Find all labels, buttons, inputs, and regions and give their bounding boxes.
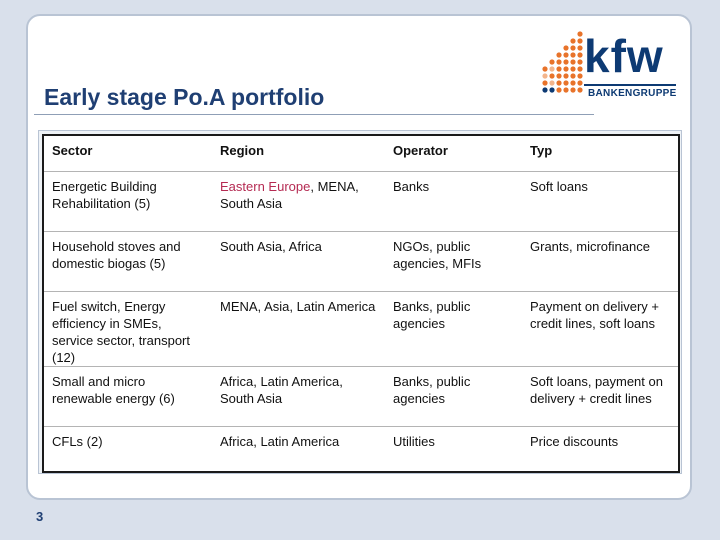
portfolio-table xyxy=(42,134,680,473)
header-operator: Operator xyxy=(385,135,522,171)
cell-sector: Fuel switch, Energy efficiency in SMEs, service sector, transport (12) xyxy=(43,291,212,366)
cell-typ: Price discounts xyxy=(530,433,619,449)
cell-region: South Asia, Africa xyxy=(212,231,385,291)
cell-region: MENA, Asia, Latin America xyxy=(212,291,385,366)
cell-typ: Grants, microfinance xyxy=(522,231,679,291)
cell-typ: Soft loans, payment on delivery + credit lines xyxy=(522,366,679,426)
cell-typ: Soft loans xyxy=(522,171,679,231)
cell-operator: Banks, public agencies xyxy=(385,291,522,366)
table-row xyxy=(43,291,679,366)
title-divider xyxy=(34,114,594,115)
cell-sector: Small and micro renewable energy (6) xyxy=(43,366,212,426)
table-row xyxy=(43,171,679,231)
logo-subtitle: BANKENGRUPPE xyxy=(588,88,677,99)
portfolio-table-container xyxy=(38,130,682,474)
cell-operator: Banks xyxy=(385,171,522,231)
cell-operator: Banks, public agencies xyxy=(385,366,522,426)
table-header-row xyxy=(43,135,679,171)
kfw-logo xyxy=(538,30,678,102)
header-sector: Sector xyxy=(43,135,212,171)
table-row xyxy=(43,231,679,291)
region-highlight: Eastern Europe xyxy=(220,178,311,194)
cell-sector: Household stoves and domestic biogas (5) xyxy=(43,231,212,291)
table-row xyxy=(43,426,679,472)
cell-region: Africa, Latin America, South Asia xyxy=(212,366,385,426)
kfw-dot-mark-icon xyxy=(538,30,586,102)
cell-sector: CFLs (2) xyxy=(52,433,103,449)
header-region: Region xyxy=(212,135,385,171)
slide-title: Early stage Po.A portfolio xyxy=(44,84,325,110)
cell-region: Africa, Latin America xyxy=(220,433,340,449)
logo-wordmark: kfw xyxy=(584,30,664,82)
cell-typ: Payment on delivery + credit lines, soft loans xyxy=(522,291,679,366)
cell-operator: Utilities xyxy=(393,433,435,449)
page-number: 3 xyxy=(36,509,44,524)
header-typ: Typ xyxy=(522,135,679,171)
cell-region xyxy=(212,171,385,231)
logo-underline xyxy=(584,84,676,86)
region-rest: , MENA, South Asia xyxy=(220,178,359,211)
cell-operator: NGOs, public agencies, MFIs xyxy=(385,231,522,291)
table-row xyxy=(43,366,679,426)
cell-sector: Energetic Building Rehabilitation (5) xyxy=(43,171,212,231)
